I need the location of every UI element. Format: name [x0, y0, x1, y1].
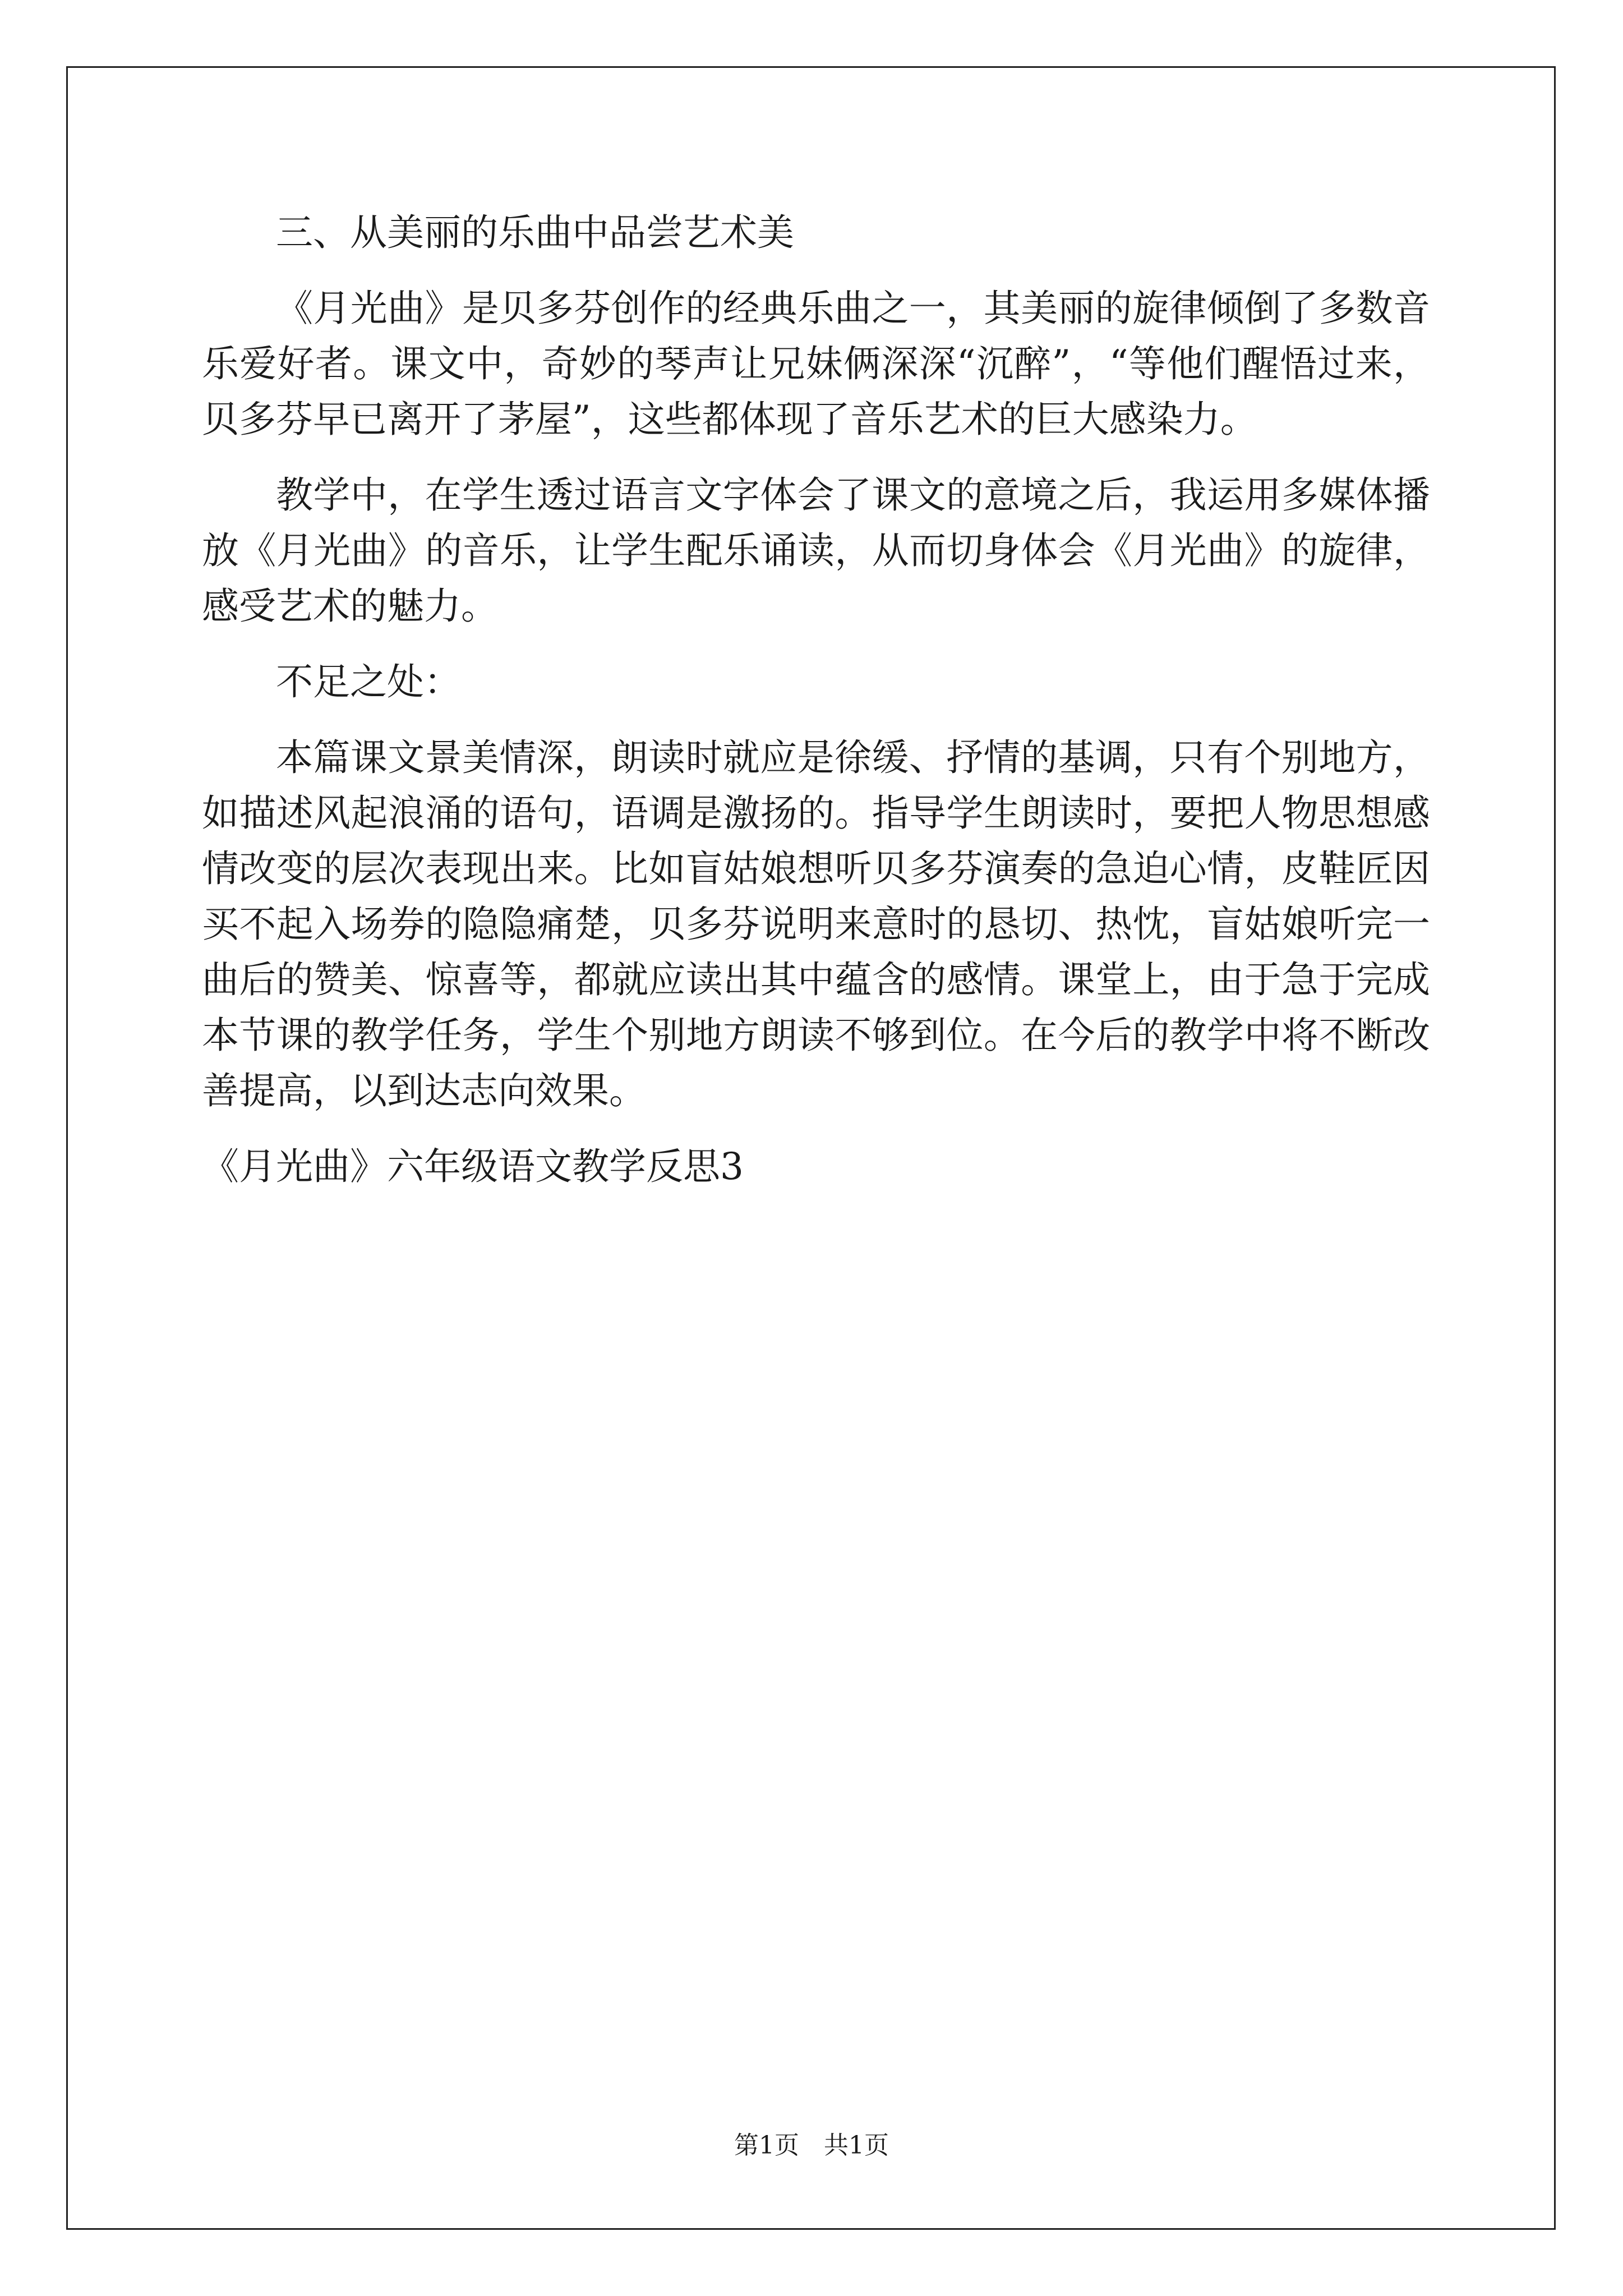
next-section-title: 《月光曲》六年级语文教学反思3: [202, 1145, 744, 1188]
paragraph-3: 不足之处：: [276, 660, 461, 703]
section-heading: 三、从美丽的乐曲中品尝艺术美: [276, 211, 794, 254]
paragraph-2: 教学中，在学生透过语言文字体会了课文的意境之后，我运用多媒体播放《月光曲》的音乐，让学生配乐诵读，从而切身体会《月光曲》的旋律，感受艺术的魅力。: [202, 473, 1430, 628]
paragraph-1: 《月光曲》是贝多芬创作的经典乐曲之一，其美丽的旋律倾倒了多数音乐爱好者。课文中，奇妙的琴声让兄妹俩深深“沉醉”，“等他们醒悟过来，贝多芬早已离开了茅屋”，这些都体现了音乐艺术的巨大感染力。: [202, 287, 1430, 441]
page-footer: 第1页 共1页: [734, 2131, 889, 2160]
paragraph-4: 本篇课文景美情深，朗读时就应是徐缓、抒情的基调，只有个别地方，如描述风起浪涌的语句，语调是激扬的。指导学生朗读时，要把人物思想感情改变的层次表现出来。比如盲姑娘想听贝多芬演奏的急迫心情，皮鞋匠因买不起入场券的隐隐痛楚，贝多芬说明来意时的恳切、热忱，盲姑娘听完一曲后的赞美、惊喜等，都就应读出其中蕴含的感情。课堂上，由于急于完成本节课的教学任务，学生个别地方朗读不够到位。在今后的教学中将不断改善提高，以到达志向效果。: [202, 736, 1430, 1112]
document-body: [202, 205, 1430, 1194]
